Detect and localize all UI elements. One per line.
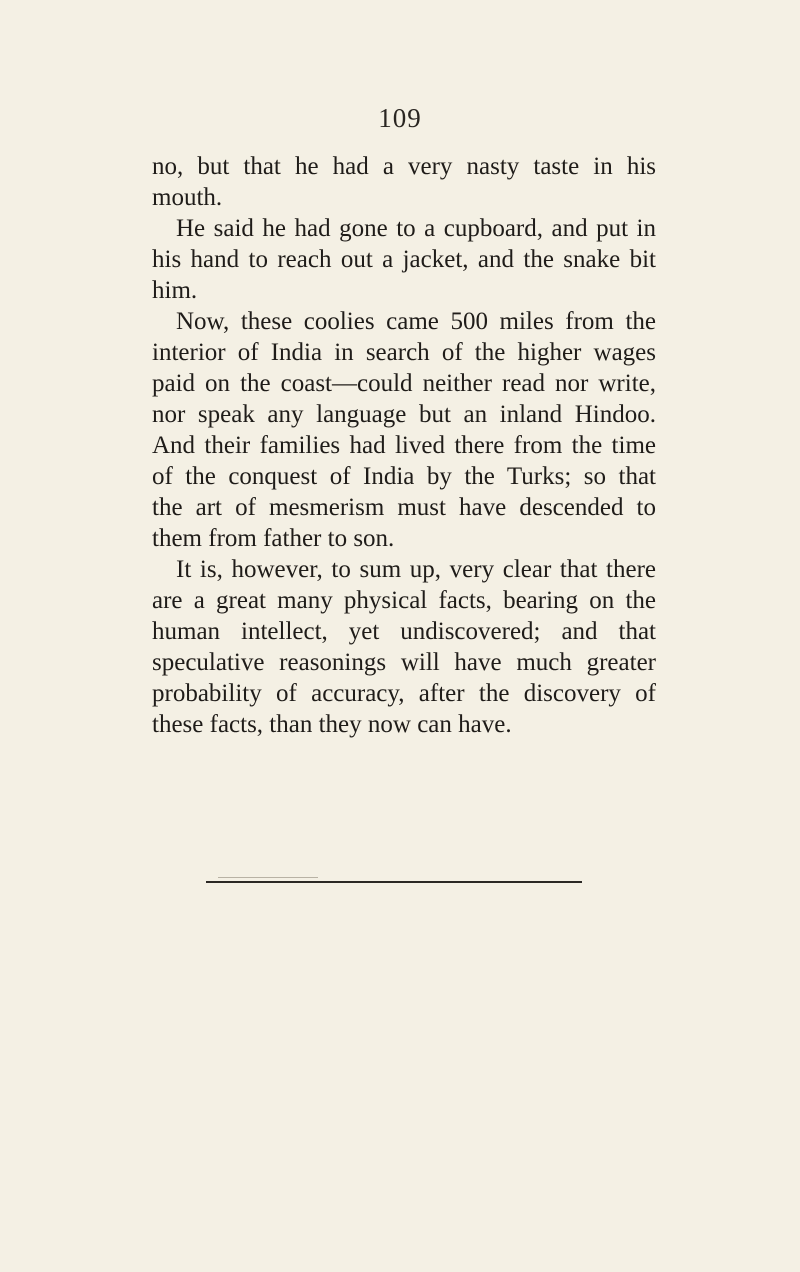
text-line: nor speak any language but an inland Hindoo. (152, 401, 656, 428)
text-line: And their families had lived there from the time (152, 432, 656, 459)
page-number: 109 (378, 103, 422, 133)
text-line: He said he had gone to a cupboard, and put in (176, 215, 656, 242)
text-line: Now, these coolies came 500 miles from the (176, 308, 656, 335)
text-line: It is, however, to sum up, very clear that there (176, 556, 656, 583)
text-line: probability of accuracy, after the discovery of (152, 680, 656, 707)
text-line: these facts, than they now can have. (152, 711, 512, 738)
text-line: mouth. (152, 184, 223, 211)
text-line: of the conquest of India by the Turks; so that (152, 463, 656, 490)
text-line: no, but that he had a very nasty taste in his (152, 153, 656, 180)
text-line: are a great many physical facts, bearing on the (152, 587, 656, 614)
text-line: interior of India in search of the higher wages (152, 339, 656, 366)
text-line: him. (152, 277, 198, 304)
text-line: them from father to son. (152, 525, 395, 552)
text-line: paid on the coast—could neither read nor write, (152, 370, 656, 397)
text-line: the art of mesmerism must have descended to (152, 494, 656, 521)
divider-rule (206, 881, 582, 883)
divider-thin (218, 877, 318, 878)
body-text (152, 151, 656, 740)
text-line: his hand to reach out a jacket, and the snake bit (152, 246, 656, 273)
text-line: human intellect, yet undiscovered; and that (152, 618, 656, 645)
text-line: speculative reasonings will have much greater (152, 649, 656, 676)
